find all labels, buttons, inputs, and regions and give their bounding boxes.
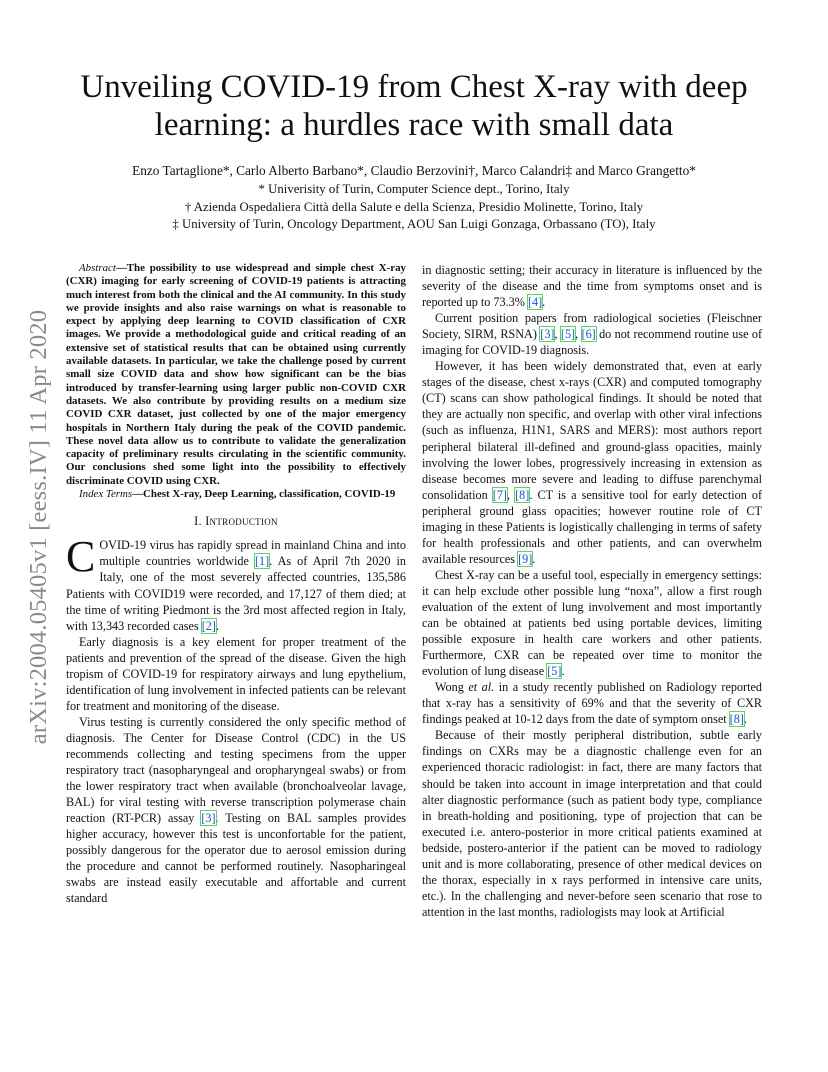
right-paragraph-1 [422, 262, 762, 310]
citation-link[interactable]: [5] [547, 664, 562, 679]
abstract-label: Abstract [79, 262, 116, 274]
paper-title [60, 68, 768, 144]
right-paragraph-5 [422, 679, 762, 727]
citation-link[interactable]: [5] [560, 327, 576, 342]
citation-link[interactable]: [7] [492, 487, 507, 502]
et-al: et al. [468, 680, 495, 695]
left-column [66, 262, 406, 906]
text-run: do not recommend routine use of imaging for COVID-19 diagnosis. [422, 327, 763, 358]
text-run: OVID-19 virus has rapidly spread in mainland China and into multiple countries worldwide [99, 538, 406, 569]
citation-link[interactable]: [8] [729, 712, 744, 727]
text-run: , [575, 327, 582, 342]
text-run: Wong [435, 680, 469, 695]
text-run: . [532, 551, 536, 566]
abstract [66, 262, 406, 488]
affiliation-1: * Univerisity of Turin, Computer Science dept., Torino, Italy [258, 182, 570, 196]
arxiv-id-text: arXiv:2004.05405v1 [eess.IV] 11 Apr 2020 [25, 309, 52, 745]
right-paragraph-4 [422, 567, 762, 679]
right-paragraph-3 [422, 358, 762, 567]
citation-link[interactable]: [6] [581, 327, 596, 342]
citation-link[interactable]: [4] [527, 295, 543, 310]
text-run: , [554, 327, 561, 342]
index-terms [66, 488, 406, 501]
affiliation-3: ‡ University of Turin, Oncology Department, AOU San Luigi Gonzaga, Orbassano (TO), Italy [172, 217, 656, 231]
affiliation-2: † Azienda Ospedaliera Città della Salute e della Scienza, Presidio Molinette, Torino, Italy [184, 200, 644, 214]
drop-cap: C [66, 532, 96, 582]
arxiv-identifier [22, 282, 56, 772]
text-run: Current position papers from radiological societies (Fleischner Society, SIRM, RSNA) [422, 311, 762, 342]
text-run: . As of April 7th 2020 in Italy, one of the most severely affected countries, 135,586 Patients with COVID19 were recorded, and 17,127 of them died; at the time of writing Piedmont is the 3rd most affected region in Italy, with 13,343 recorded cases [66, 554, 406, 633]
citation-link[interactable]: [3] [540, 327, 555, 342]
text-run: However, it has been widely demonstrated that, even at early stages of the disease, chest x-rays (CXR) and computed tomography (CT) scans can show pathological findings. It should be noted that they are actually non specific, and overlap with other viral infections (such as influenza, H1N1, SARS and MERS): most authors report peripheral bilateral ill-defined and ground-glass opacities, mainly involving the lower lobes, progressively increasing in extension as disease becomes more severe and leading to diffuse parenchymal consolidation [422, 359, 762, 502]
right-column [422, 262, 762, 920]
text-run: in a study recently published on Radiology reported that x-ray has a sensitivity of 69% and that the severity of CXR findings peaked at 10-12 days from the date of symptom onset [422, 680, 762, 727]
citation-link[interactable]: [2] [201, 618, 216, 633]
text-run: Virus testing is currently considered the only specific method of diagnosis. The Center for Disease Control (CDC) in the US recommends collecting and testing specimens from the upper respiratory tract (nasopharyngeal and oropharyngeal swabs) or from the lower respiratory tract when available (bronchoalveolar lavage, BAL) for viral testing with reverse transcription polymerase chain reaction (RT-PCR) assay [66, 714, 406, 826]
text-run: . [542, 295, 546, 310]
abstract-text: —The possibility to use widespread and simple chest X-ray (CXR) imaging for early screening of COVID-19 patients is attracting much interest from both the clinical and the AI community. In this study we provide insights and also raise warnings on what is reasonable to expect by applying deep learning to COVID classification of CXR images. We provide a methodological guide and critical reading of an extensive set of statistical results that can be obtained using currently available datasets. In particular, we take the challenge posed by current small size COVID data and show how significant can be the bias introduced by transfer-learning using larger public non-COVID CXR datasets. We also contribute by providing results on a medium size COVID CXR dataset, just collected by one of the major emergency hospitals in Northern Italy during the peak of the COVID pandemic. These novel data allow us to contribute to validate the generalization capacity of preliminary results circulating in the scientific community. Our conclusions shed some light into the possibility to effectively discriminate COVID using CXR. [66, 262, 406, 487]
index-terms-text: —Chest X-ray, Deep Learning, classification, COVID-19 [132, 488, 396, 501]
author-list: Enzo Tartaglione*, Carlo Alberto Barbano*, Claudio Berzovini†, Marco Calandri‡ and Marco Grangetto* [132, 163, 696, 178]
right-paragraph-2 [422, 310, 762, 358]
text-run: . CT is a sensitive tool for early detection of peripheral ground glass opacities; however routine role of CT imaging in these Patients is logistically challenging in terms of safety for health professionals and other patients, and can overwhelm available resources [422, 487, 763, 566]
citation-link[interactable]: [3] [201, 811, 216, 826]
text-run: . [743, 712, 747, 727]
right-paragraph-6: Because of their mostly peripheral distribution, subtle early findings on CXRs may be a diagnostic challenge even for an experienced thoracic radiologist: in fact, there are many factors that should be taken into account in image interpretation and that could alter diagnostic performance (such as patient body type, compliance in breath-holding and positioning, type of projection that can be executed i.e. antero-posterior in more critical patients examined at bedside, postero-anterior if the patient can be moved to radiology unit and is more collaborating, presence of other medical devices on the thorax, especially in x rays performed in intensive care units, etc.). In the challenging and never-before seen scenario that rose to attention in the last months, radiologists may look at Artificial [422, 728, 762, 919]
intro-paragraph-2: Early diagnosis is a key element for proper treatment of the patients and prevention of the spread of the disease. Given the high tropism of COVID-19 for respiratory airways and lung epythelium, identification of lung involvement in infected patients can be relevant for treatment and monitoring of the disease. [66, 634, 406, 713]
index-terms-label: Index Terms [79, 488, 133, 501]
text-run: in diagnostic setting; their accuracy in literature is influenced by the severity of the disease and the time from symptoms onset and is reported up to 73.3% [422, 263, 762, 310]
text-run: , [506, 487, 516, 502]
intro-paragraph-3 [66, 714, 406, 907]
intro-paragraph-1 [66, 532, 406, 633]
text-run: Chest X-ray can be a useful tool, especially in emergency settings: it can help exclude other possible lung “noxa”, allow a first rough evaluation of the extent of lung involvement and most importantly can be obtained at patients bed using portable devices, limiting possible exposure in health care workers and other patients. Furthermore, CXR can be repeated over time to monitor the evolution of lung disease [422, 567, 762, 679]
citation-link[interactable]: [1] [254, 554, 270, 569]
citation-link[interactable]: [9] [518, 551, 533, 566]
text-run: . [215, 618, 219, 633]
title-line-2: learning: a hurdles race with small data [154, 107, 674, 143]
citation-link[interactable]: [8] [515, 487, 530, 502]
text-run: . Testing on BAL samples provides higher accuracy, however this test is unconfortable for the patient, possibly dangerous for the operator due to aerosol emission during the procedure and cannot be performed routinely. Nasopharingeal swabs are instead easily executable and affortable and current standard [66, 811, 406, 906]
section-heading-introduction: I. Introduction [194, 514, 278, 529]
text-run: . [561, 664, 565, 679]
title-line-1: Unveiling COVID-19 from Chest X-ray with deep [80, 69, 748, 105]
